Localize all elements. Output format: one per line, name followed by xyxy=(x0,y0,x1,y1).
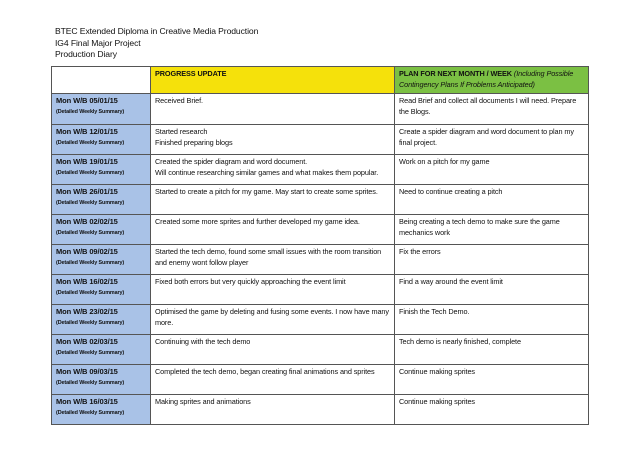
progress-cell: Fixed both errors but very quickly approaching the event limit xyxy=(151,275,395,305)
week-date: Mon W/B 12/01/15 xyxy=(56,127,118,136)
table-row xyxy=(52,94,589,125)
plan-cell: Tech demo is nearly finished, complete xyxy=(395,335,589,365)
plan-cell: Continue making sprites xyxy=(395,365,589,395)
week-summary-label: (Detailed Weekly Summary) xyxy=(56,409,125,416)
course-title: BTEC Extended Diploma in Creative Media Production xyxy=(55,26,259,36)
week-cell xyxy=(52,185,151,215)
project-title: IG4 Final Major Project xyxy=(55,37,141,48)
progress-cell: Completed the tech demo, began creating final animations and sprites xyxy=(151,365,395,395)
week-cell xyxy=(52,215,151,245)
week-date: Mon W/B 26/01/15 xyxy=(56,187,118,196)
plan-cell: Fix the errors xyxy=(395,245,589,275)
progress-cell: Started research Finished preparing blogs xyxy=(151,125,395,155)
week-date: Mon W/B 02/03/15 xyxy=(56,337,118,346)
week-cell xyxy=(52,245,151,275)
week-cell xyxy=(52,125,151,155)
progress-cell: Created some more sprites and further developed my game idea. xyxy=(151,215,395,245)
week-date: Mon W/B 23/02/15 xyxy=(56,307,118,316)
plan-cell: Being creating a tech demo to make sure the game mechanics work xyxy=(395,215,589,245)
week-date: Mon W/B 16/02/15 xyxy=(56,277,118,286)
progress-cell: Continuing with the tech demo xyxy=(151,335,395,365)
document-header xyxy=(55,26,258,61)
plan-cell: Find a way around the event limit xyxy=(395,275,589,305)
week-cell xyxy=(52,305,151,335)
week-summary-label: (Detailed Weekly Summary) xyxy=(56,349,125,356)
table-row xyxy=(52,215,589,245)
table-row xyxy=(52,365,589,395)
week-cell xyxy=(52,335,151,365)
week-summary-label: (Detailed Weekly Summary) xyxy=(56,199,125,206)
plan-header xyxy=(395,67,589,94)
week-date: Mon W/B 05/01/15 xyxy=(56,96,118,105)
plan-header-label: PLAN FOR NEXT MONTH / WEEK xyxy=(399,69,512,78)
plan-cell: Read Brief and collect all documents I will need. Prepare the Blogs. xyxy=(395,94,589,125)
table-row xyxy=(52,155,589,185)
week-cell xyxy=(52,275,151,305)
blank-header-cell xyxy=(52,67,151,94)
progress-cell: Making sprites and animations xyxy=(151,395,395,425)
table-row xyxy=(52,335,589,365)
progress-cell: Optimised the game by deleting and fusing some events. I now have many more. xyxy=(151,305,395,335)
table-row xyxy=(52,125,589,155)
table-row xyxy=(52,395,589,425)
production-diary-table xyxy=(51,66,589,425)
progress-cell: Started to create a pitch for my game. May start to create some sprites. xyxy=(151,185,395,215)
week-cell xyxy=(52,94,151,125)
week-summary-label: (Detailed Weekly Summary) xyxy=(56,139,125,146)
week-summary-label: (Detailed Weekly Summary) xyxy=(56,289,125,296)
diary-rows xyxy=(52,94,589,425)
week-date: Mon W/B 19/01/15 xyxy=(56,157,118,166)
week-summary-label: (Detailed Weekly Summary) xyxy=(56,108,125,115)
week-summary-label: (Detailed Weekly Summary) xyxy=(56,319,125,326)
table-row xyxy=(52,275,589,305)
progress-cell: Created the spider diagram and word document. Will continue researching similar games and what makes them popular. xyxy=(151,155,395,185)
week-summary-label: (Detailed Weekly Summary) xyxy=(56,229,125,236)
table-row xyxy=(52,305,589,335)
plan-cell: Create a spider diagram and word document to plan my final project. xyxy=(395,125,589,155)
plan-header-note: (Including Possible Contingency Plans If Problems Anticipated) xyxy=(399,69,574,89)
week-cell xyxy=(52,395,151,425)
plan-cell: Finish the Tech Demo. xyxy=(395,305,589,335)
diary-title: Production Diary xyxy=(55,49,117,59)
table-row xyxy=(52,185,589,215)
plan-cell: Continue making sprites xyxy=(395,395,589,425)
week-summary-label: (Detailed Weekly Summary) xyxy=(56,379,125,386)
table-row xyxy=(52,245,589,275)
week-date: Mon W/B 09/03/15 xyxy=(56,367,118,376)
table-header-row xyxy=(52,67,589,94)
plan-cell: Work on a pitch for my game xyxy=(395,155,589,185)
progress-update-header: PROGRESS UPDATE xyxy=(151,67,395,94)
week-summary-label: (Detailed Weekly Summary) xyxy=(56,169,125,176)
week-date: Mon W/B 16/03/15 xyxy=(56,397,118,406)
week-summary-label: (Detailed Weekly Summary) xyxy=(56,259,125,266)
week-cell xyxy=(52,365,151,395)
progress-cell: Received Brief. xyxy=(151,94,395,125)
week-cell xyxy=(52,155,151,185)
plan-cell: Need to continue creating a pitch xyxy=(395,185,589,215)
week-date: Mon W/B 09/02/15 xyxy=(56,247,118,256)
week-date: Mon W/B 02/02/15 xyxy=(56,217,118,226)
progress-cell: Started the tech demo, found some small issues with the room transition and enemy wont follow player xyxy=(151,245,395,275)
